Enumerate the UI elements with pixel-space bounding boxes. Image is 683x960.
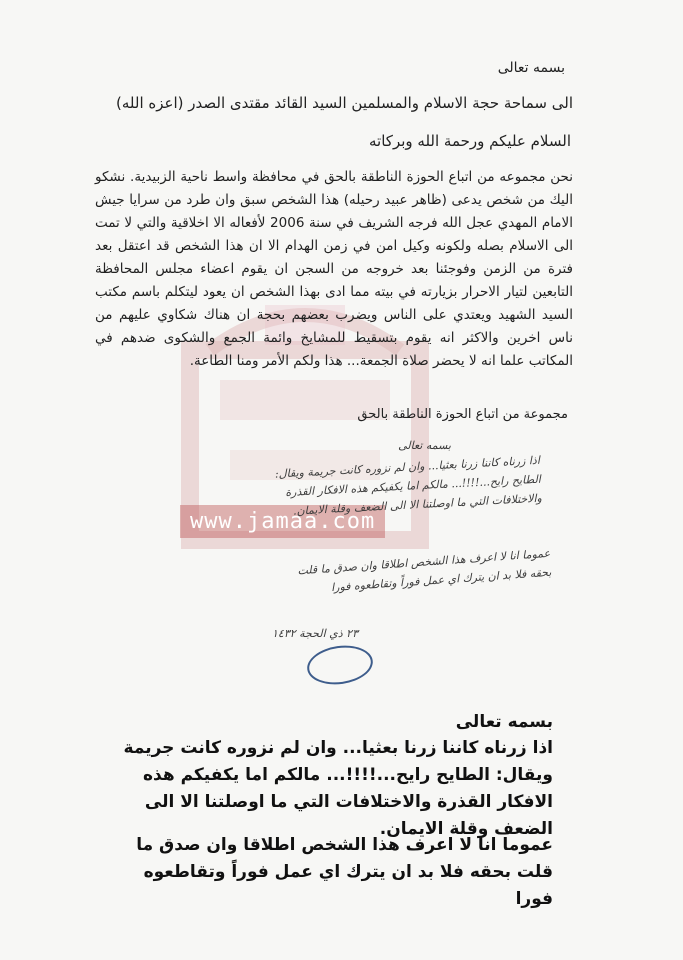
- seal-stamp: [305, 642, 376, 689]
- transcription-paragraph-1: اذا زرناه كاننا زرنا بعثيا... وان لم نزوره كانت جريمة ويقال: الطايح رايح...!!!!... مالكم اما يكفيكم هذه الافكار القذرة والاختلافات التي ما اوصلتنا الا الى الضعف وقلة الايمان.: [123, 738, 553, 839]
- transcription-title: بسمه تعالى: [455, 712, 553, 732]
- letter-greeting: السلام عليكم ورحمة الله وبركاته: [369, 132, 571, 150]
- handwritten-paragraph-2: عموما انا لا اعرف هذا الشخص اطلاقا وان صدق ما قلت بحقه فلا بد ان يترك اي عمل فوراً وتقاطعوه فورا: [297, 546, 552, 595]
- handwritten-title: بسمه تعالى: [398, 439, 451, 452]
- handwritten-paragraph-1: اذا زرناه كاننا زرنا بعثيا... وان لم نزوره كانت جريمة ويقال: الطايح رايح...!!!!... مالكم اما يكفيكم هذه الافكار القذرة والاختلافات التي ما اوصلتنا الا الى الضعف وقلة الايمان.: [274, 453, 543, 518]
- letter-addressee: الى سماحة حجة الاسلام والمسلمين السيد القائد مقتدى الصدر (اعزه الله): [116, 94, 573, 112]
- letter-body: نحن مجموعه من اتباع الحوزة الناطقة بالحق في محافظة واسط ناحية الزبيدية. نشكو اليك من شخص يدعى (ظاهر عبيد رحيله) هذا الشخص سبق وان طرد من سرايا جيش الامام المهدي عجل الله فرجه الشريف في سنة 2006 لأفعاله الا اخلاقية والتي لا تمت الى الاسلام بصله ولكونه وكيل امن في زمن الهدام الا ان هذا الشخص قد اعتقل بعد فترة من الزمن وفوجئنا بعد خروجه من السجن ان يقوم اعضاء مجلس المحافظة التابعين لتيار الاحرار بزيارته في بيته مما ادى بهذا الشخص ان يعود ليتكلم باسم مكتب السيد الشهيد ويعتدي على الناس ويضرب بعضهم بحجة ان هناك شكاوي عليهم من ناس اخرين والاكثر انه يقوم بتسقيط للمشايخ وائمة الجمع والشكوى ضدهم في المكاتب علما انه لا يحضر صلاة الجمعة... هذا ولكم الأمر ومنا الطاعة.: [95, 169, 573, 369]
- transcription-paragraph-2: عموما انا لا اعرف هذا الشخص اطلاقا وان صدق ما قلت بحقه فلا بد ان يترك اي عمل فوراً وتقاطعوه فورا: [136, 835, 553, 909]
- watermark-url: www.jamaa.com: [180, 505, 385, 538]
- letter-signature: مجموعة من اتباع الحوزة الناطقة بالحق: [357, 407, 568, 422]
- letter-title: بسمه تعالى: [497, 60, 565, 76]
- handwritten-date: ٢٣ ذي الحجة ١٤٣٢: [272, 627, 358, 640]
